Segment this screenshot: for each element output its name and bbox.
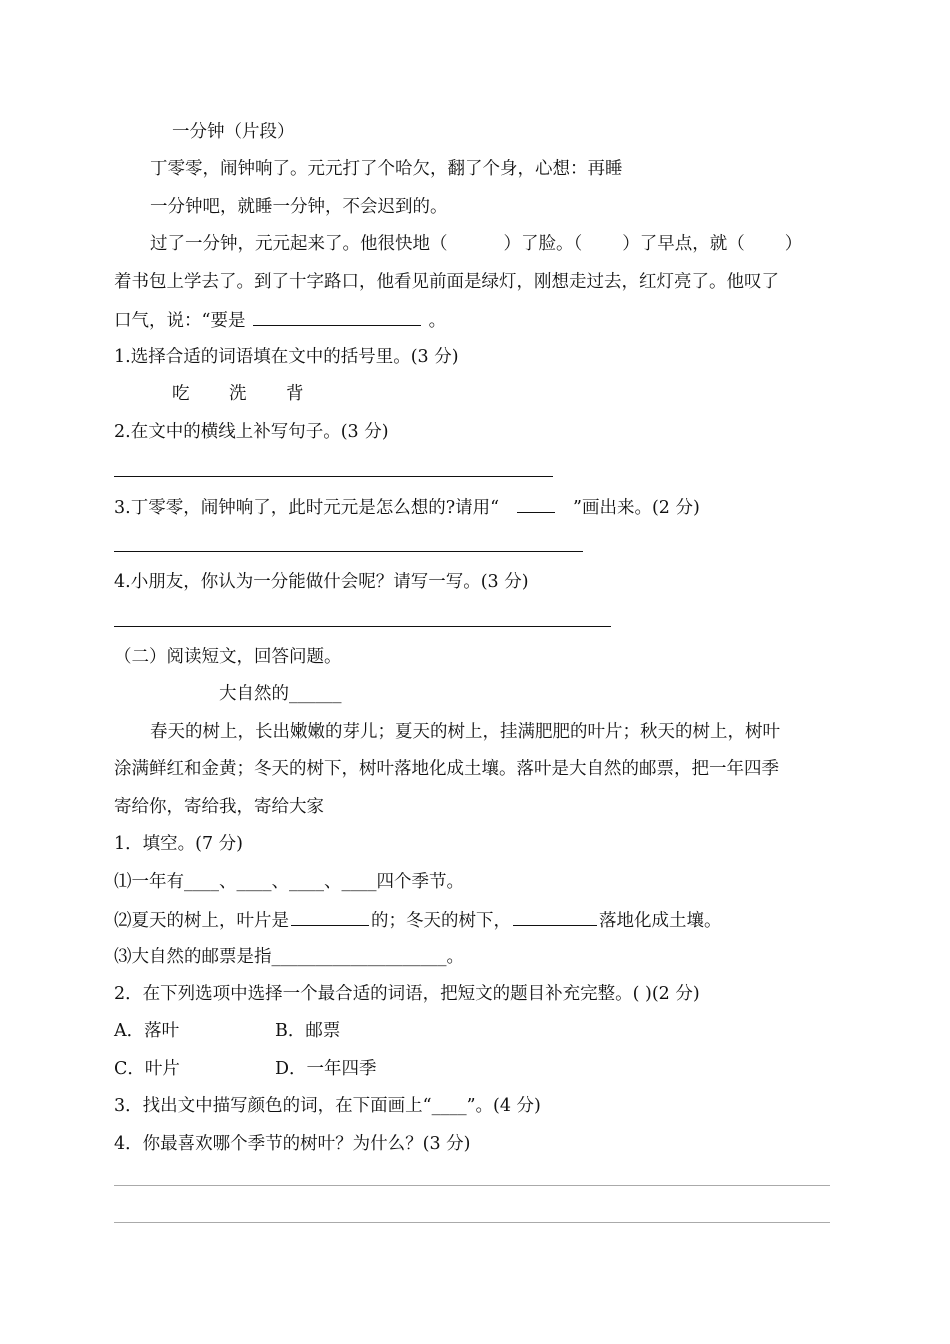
word-choice-1: 吃 xyxy=(172,384,190,404)
question-3-text-b: ”画出来。(2 分) xyxy=(573,498,700,518)
question-4: 4.小朋友，你认为一分能做什会呢？请写一写。(3 分) xyxy=(114,572,529,592)
option-b: B．邮票 xyxy=(275,1021,341,1041)
question-1: 1.选择合适的词语填在文中的括号里。(3 分) xyxy=(114,347,459,367)
quote-lead: 口气，说：“要是 xyxy=(114,311,246,331)
passage-line-1: 春天的树上，长出嫩嫩的芽儿；夏天的树上，挂满肥肥的叶片；秋天的树上，树叶 xyxy=(150,722,780,742)
wavy-line-sample xyxy=(517,498,555,513)
story-paragraph-2-line-2: 着书包上学去了。到了十字路口，他看见前面是绿灯，刚想走过去，红灯亮了。他叹了 xyxy=(114,272,779,292)
story-title: 一分钟（片段） xyxy=(172,122,295,142)
s2-question-1-2 xyxy=(114,907,722,933)
story-paragraph-2-line-1 xyxy=(150,232,802,256)
fill-in-text-4: ） xyxy=(784,234,803,254)
answer-line-q3[interactable] xyxy=(114,551,583,552)
section-2-heading: （二）阅读短文，回答问题。 xyxy=(114,647,342,667)
option-a: A．落叶 xyxy=(114,1021,180,1041)
s2-question-1: 1．填空。(7 分) xyxy=(114,834,243,854)
s2-q1-2-text-a: ⑵夏天的树上，叶片是 xyxy=(114,911,289,931)
period: 。 xyxy=(428,311,447,331)
fill-in-text-3: ）了早点，就（ xyxy=(622,234,745,254)
story-paragraph-1-line-2: 一分钟吧，就睡一分钟，不会迟到的。 xyxy=(150,197,448,217)
s2-question-2: 2．在下列选项中选择一个最合适的词语，把短文的题目补充完整。( )(2 分) xyxy=(114,984,700,1004)
answer-line-q2[interactable] xyxy=(114,476,553,477)
question-2: 2.在文中的横线上补写句子。(3 分) xyxy=(114,422,389,442)
section-2-title: 大自然的______ xyxy=(219,684,342,704)
answer-line-s2-q4-1[interactable] xyxy=(114,1185,830,1186)
question-3-text-a: 3.丁零零，闹钟响了，此时元元是怎么想的?请用“ xyxy=(114,498,500,518)
s2-question-1-1: ⑴一年有____、____、____、____四个季节。 xyxy=(114,872,464,892)
s2-q1-2-text-c: 落地化成土壤。 xyxy=(599,911,722,931)
passage-line-2: 涂满鲜红和金黄；冬天的树下，树叶落地化成土壤。落叶是大自然的邮票，把一年四季 xyxy=(114,759,779,779)
word-choice-2: 洗 xyxy=(229,384,247,404)
option-c: C．叶片 xyxy=(114,1059,180,1079)
question-3 xyxy=(114,496,700,520)
passage-line-3: 寄给你，寄给我，寄给大家 xyxy=(114,797,324,817)
fill-in-text-2: ）了脸。（ xyxy=(503,234,583,254)
s2-question-1-3: ⑶大自然的邮票是指____________________。 xyxy=(114,947,464,967)
s2-question-4: 4．你最喜欢哪个季节的树叶？为什么？(3 分) xyxy=(114,1134,471,1154)
answer-blank-fall[interactable] xyxy=(513,907,597,926)
fill-in-text-1: 过了一分钟，元元起来了。他很快地（ xyxy=(150,234,448,254)
s2-question-3: 3．找出文中描写颜色的词，在下面画上“____”。(4 分) xyxy=(114,1096,541,1116)
word-choice-3: 背 xyxy=(286,384,304,404)
option-d: D．一年四季 xyxy=(275,1059,377,1079)
story-paragraph-2-line-3 xyxy=(114,307,446,333)
answer-blank-sentence[interactable] xyxy=(253,307,421,326)
answer-line-q4[interactable] xyxy=(114,626,611,627)
story-paragraph-1-line-1: 丁零零，闹钟响了。元元打了个哈欠，翻了个身，心想：再睡 xyxy=(150,159,623,179)
answer-line-s2-q4-2[interactable] xyxy=(114,1222,830,1223)
answer-blank-leaf[interactable] xyxy=(291,907,369,926)
s2-q1-2-text-b: 的；冬天的树下， xyxy=(371,911,511,931)
